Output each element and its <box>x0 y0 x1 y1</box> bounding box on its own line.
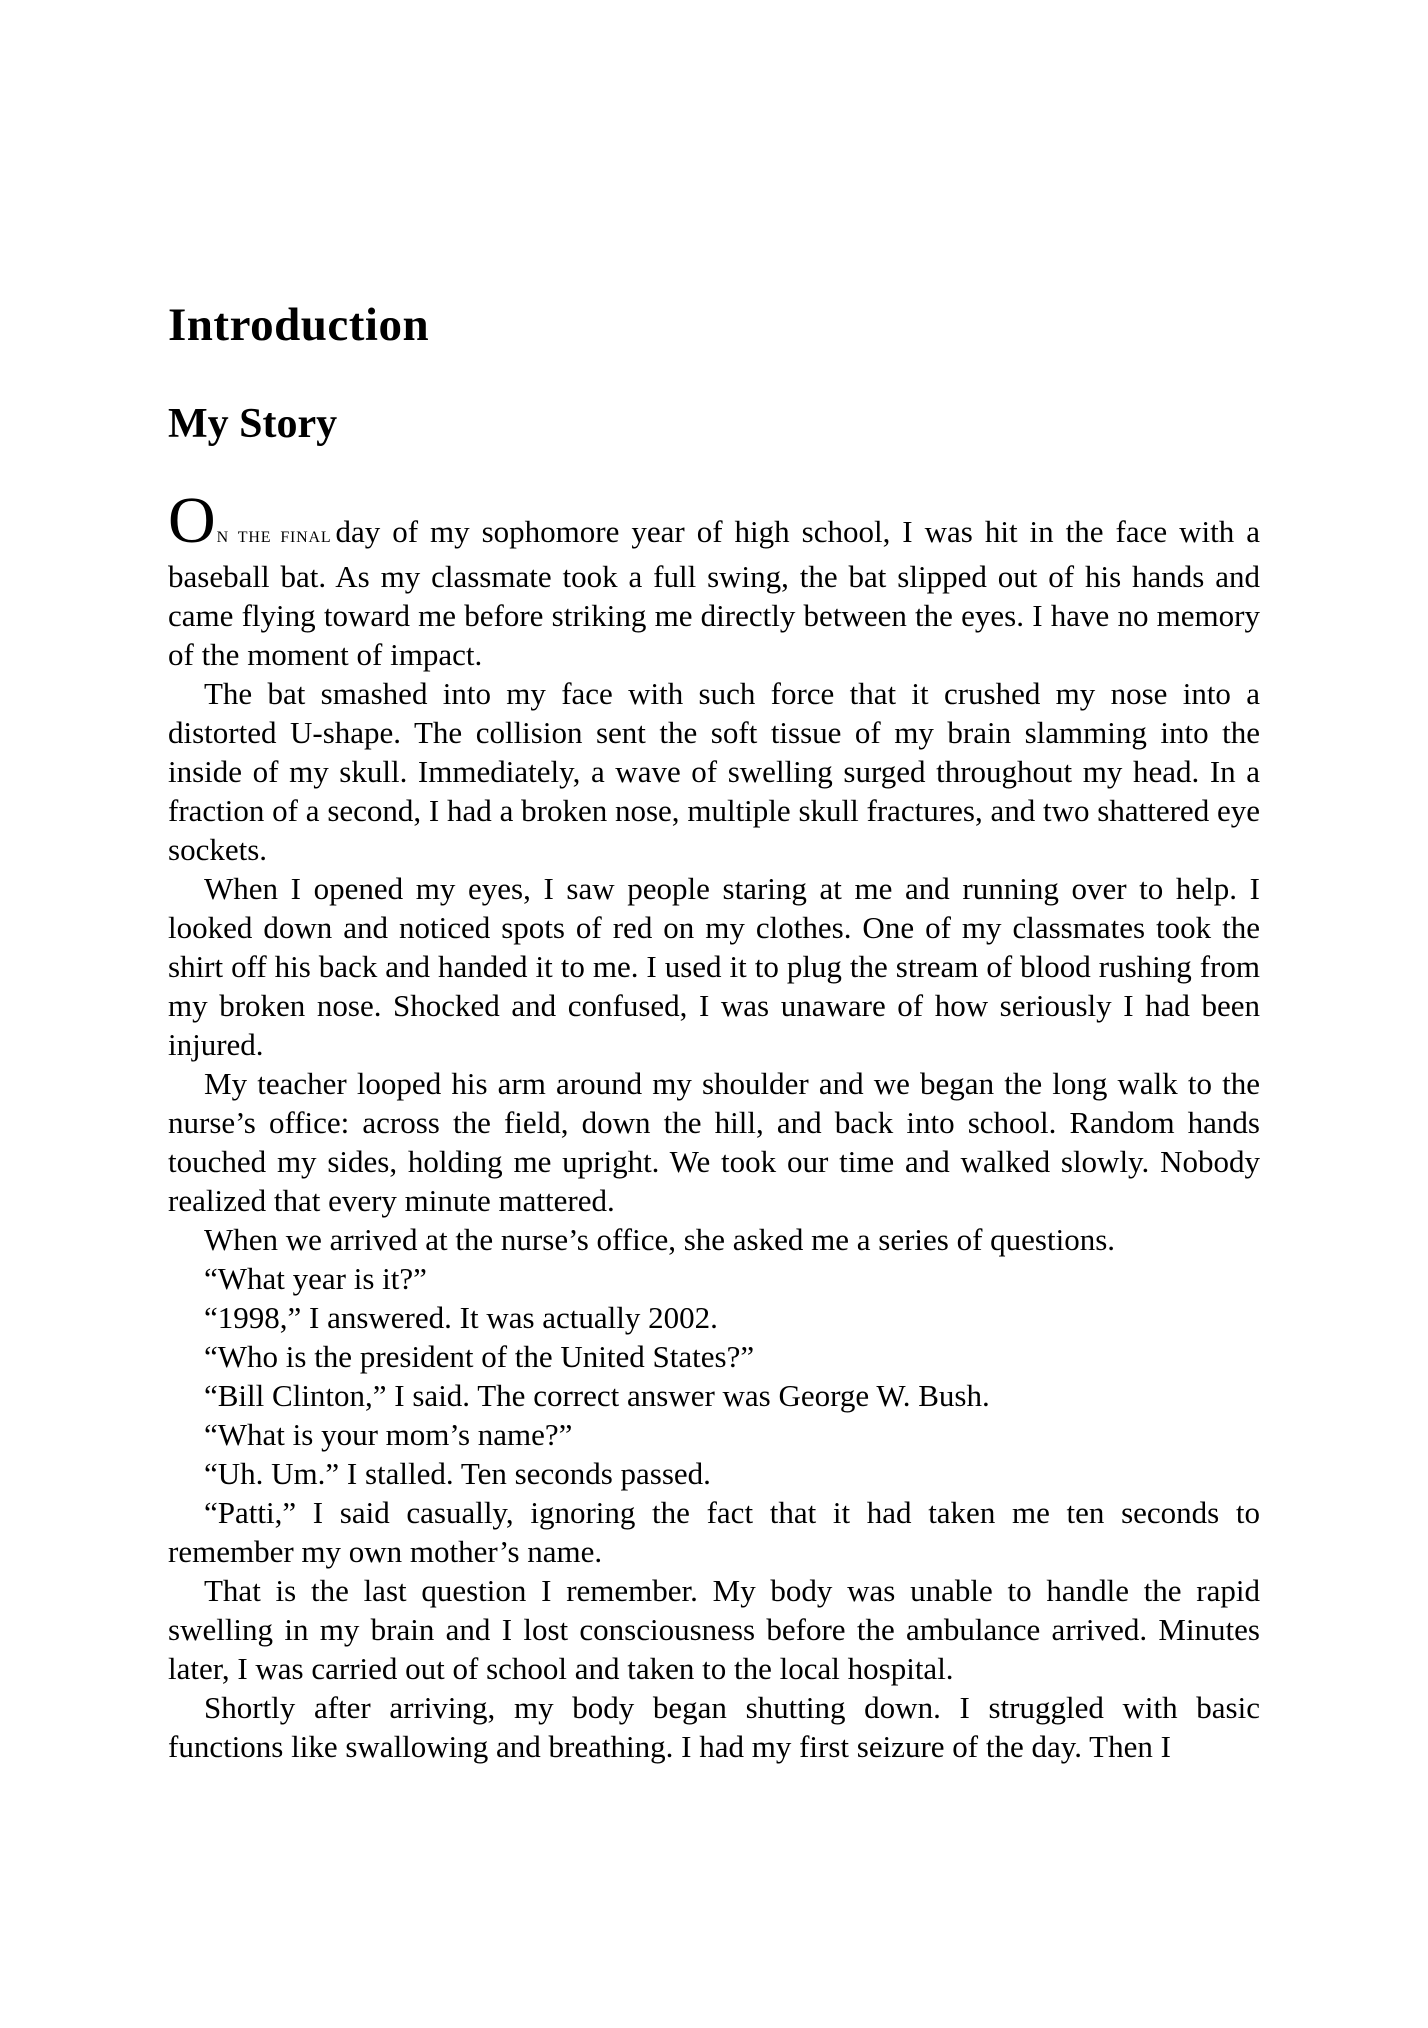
paragraph: The bat smashed into my face with such force that it crushed my nose into a distorted U-shape. The collision sent the soft tissue of my brain slamming into the inside of my skull. Immediately, a wave of swelling surged throughout my head. In a fraction of a second, I had a broken nose, multiple skull fractures, and two shattered eye sockets. <box>168 676 1260 867</box>
paragraph: That is the last question I remember. My body was unable to handle the rapid swelling in my brain and I lost consciousness before the ambulance arrived. Minutes later, I was carried out of school and taken to the local hospital. <box>168 1573 1260 1686</box>
opening-paragraph <box>168 484 1260 674</box>
dialogue-line: “What is your mom’s name?” <box>204 1417 573 1452</box>
small-caps-lead-in: N THE FINAL <box>216 529 332 546</box>
opening-paragraph-text: day of my sophomore year of high school, I was hit in the face with a baseball bat. As my classmate took a full swing, the bat slipped out of his hands and came flying toward me before striking me directly between the eyes. I have no memory of the moment of impact. <box>168 514 1260 672</box>
dialogue-line: “1998,” I answered. It was actually 2002. <box>204 1300 718 1335</box>
paragraph: “Patti,” I said casually, ignoring the fact that it had taken me ten seconds to remember my own mother’s name. <box>168 1495 1260 1569</box>
body-text <box>168 484 1260 1766</box>
paragraph: Shortly after arriving, my body began shutting down. I struggled with basic functions like swallowing and breathing. I had my first seizure of the day. Then I <box>168 1690 1260 1764</box>
paragraph: When we arrived at the nurse’s office, she asked me a series of questions. <box>204 1222 1116 1257</box>
dialogue-line: “Bill Clinton,” I said. The correct answer was George W. Bush. <box>204 1378 990 1413</box>
dialogue-line: “Who is the president of the United States?” <box>204 1339 755 1374</box>
dialogue-line: “What year is it?” <box>204 1261 427 1296</box>
chapter-title: Introduction <box>168 299 430 351</box>
dialogue-line: “Uh. Um.” I stalled. Ten seconds passed. <box>204 1456 711 1491</box>
paragraph: My teacher looped his arm around my shoulder and we began the long walk to the nurse’s office: across the field, down the hill, and back into school. Random hands touched my sides, holding me upright. We took our time and walked slowly. Nobody realized that every minute mattered. <box>168 1066 1260 1218</box>
chapter-subtitle: My Story <box>168 401 338 447</box>
raised-initial-cap: O <box>168 484 216 557</box>
text-block <box>168 0 1260 1766</box>
paragraph: When I opened my eyes, I saw people staring at me and running over to help. I looked down and noticed spots of red on my clothes. One of my classmates took the shirt off his back and handed it to me. I used it to plug the stream of blood rushing from my broken nose. Shocked and confused, I was unaware of how seriously I had been injured. <box>168 871 1260 1062</box>
